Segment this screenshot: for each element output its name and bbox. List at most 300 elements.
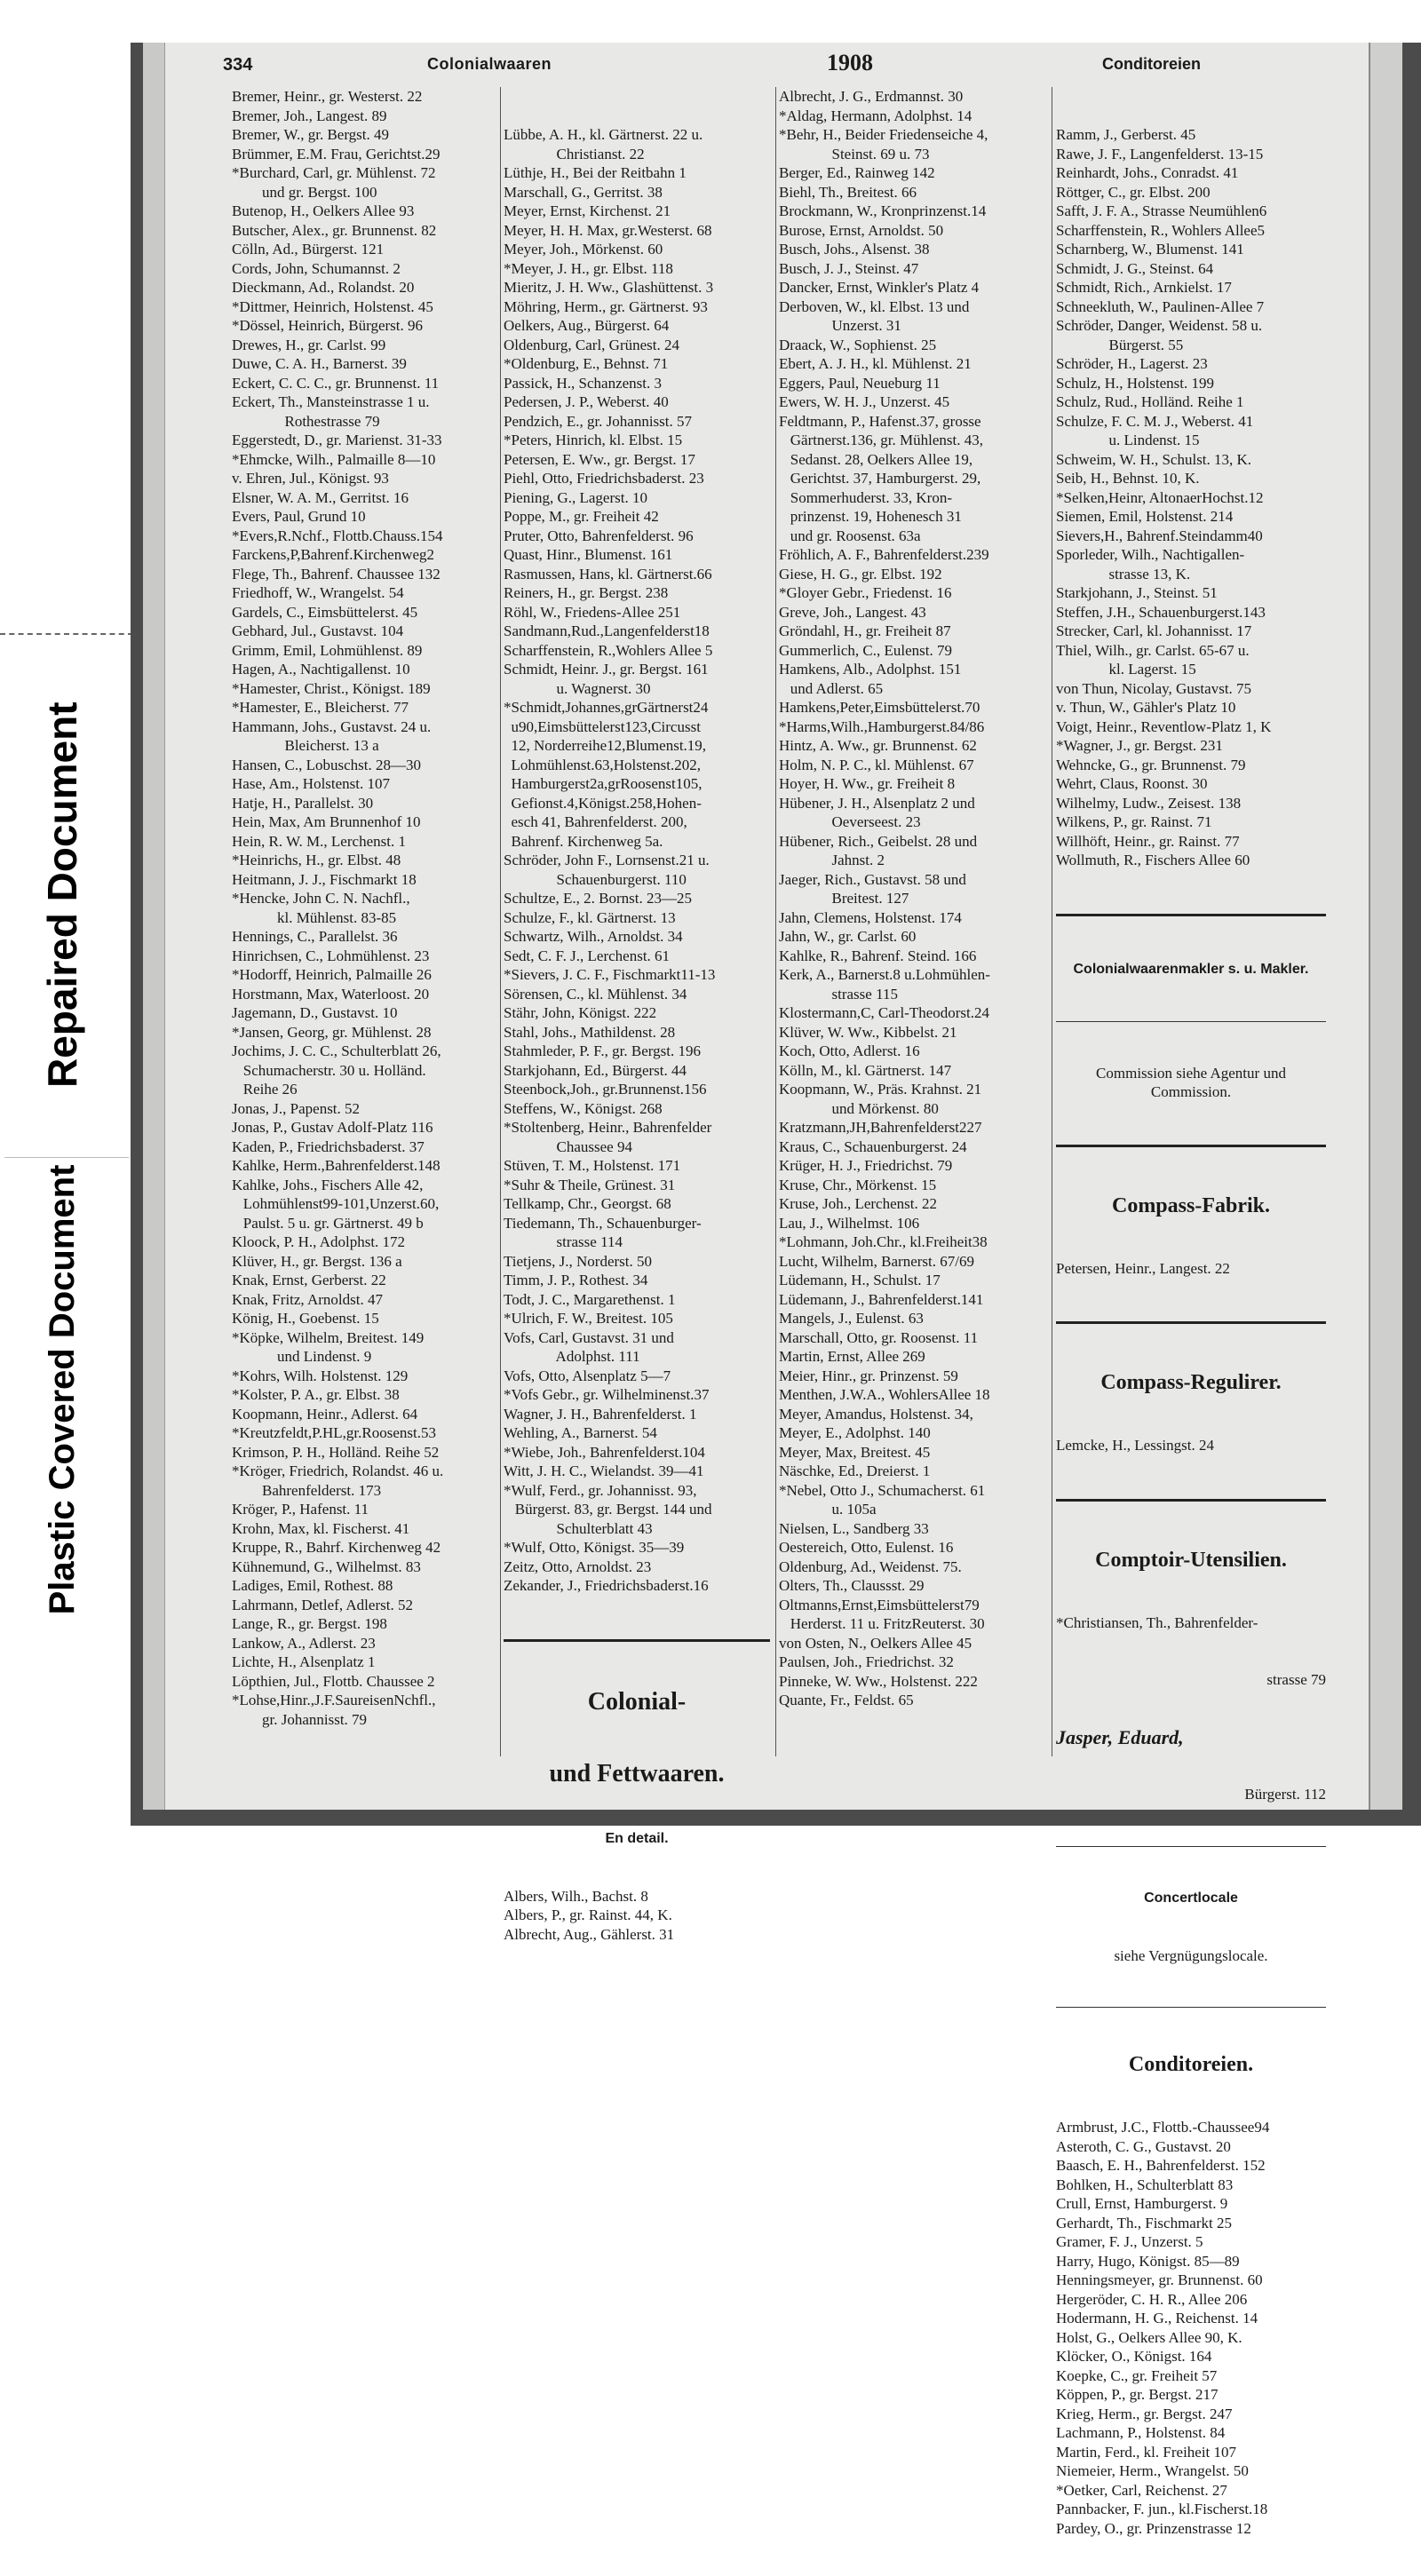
directory-entry: Vofs, Otto, Alsenplatz 5—7 bbox=[504, 1367, 671, 1384]
directory-entry: und Mörkenst. 80 bbox=[779, 1099, 939, 1117]
directory-entry: Hein, R. W. M., Lerchenst. 1 bbox=[232, 832, 406, 850]
section-heading-compass-fabrik: Compass-Fabrik. bbox=[1111, 1193, 1271, 1217]
directory-entry: Adolphst. 111 bbox=[504, 1348, 640, 1365]
directory-entry: Schulz, H., Holstenst. 199 bbox=[1056, 374, 1215, 392]
directory-entry: Jonas, P., Gustav Adolf-Platz 116 bbox=[232, 1119, 433, 1136]
directory-entry: Schauenburgerst. 110 bbox=[504, 870, 687, 888]
directory-entry: Hinrichsen, C., Lohmühlenst. 23 bbox=[232, 947, 430, 964]
section-rule bbox=[1056, 1846, 1326, 1847]
directory-entry: Jahnst. 2 bbox=[779, 852, 885, 868]
directory-entry: Safft, J. F. A., Strasse Neumühlen6 bbox=[1056, 202, 1267, 219]
directory-entry: Herderst. 11 u. FritzReuterst. 30 bbox=[779, 1615, 985, 1632]
directory-entry: Rasmussen, Hans, kl. Gärtnerst.66 bbox=[504, 565, 712, 583]
directory-entry: *Dittmer, Heinrich, Holstenst. 45 bbox=[232, 297, 433, 315]
directory-entry: u. Wagnerst. 30 bbox=[504, 679, 651, 697]
directory-entry: u. 105a bbox=[779, 1501, 877, 1518]
directory-entry: Reinhardt, Johs., Conradst. 41 bbox=[1056, 164, 1239, 181]
directory-entry: Knak, Ernst, Gerberst. 22 bbox=[232, 1272, 386, 1288]
directory-entry: Evers, Paul, Grund 10 bbox=[232, 508, 366, 525]
directory-entry: *Stoltenberg, Heinr., Bahrenfelder bbox=[504, 1119, 712, 1136]
directory-entry: Albers, P., gr. Rainst. 44, K. bbox=[504, 1906, 672, 1923]
directory-entry: Wehncke, G., gr. Brunnenst. 79 bbox=[1056, 756, 1246, 773]
directory-entry: *Dössel, Heinrich, Bürgerst. 96 bbox=[232, 317, 423, 334]
directory-entry: Meyer, Amandus, Holstenst. 34, bbox=[779, 1405, 973, 1423]
directory-entry: Hagen, A., Nachtigallenst. 10 bbox=[232, 661, 410, 678]
directory-entry: Gerichtst. 37, Hamburgerst. 29, bbox=[779, 470, 981, 487]
compass-regulirer-entry: Lemcke, H., Lessingst. 24 bbox=[1056, 1437, 1214, 1454]
directory-entry: Farckens,P,Bahrenf.Kirchenweg2 bbox=[232, 546, 435, 563]
directory-entry: Kerk, A., Barnerst.8 u.Lohmühlen- bbox=[779, 966, 990, 983]
directory-entry: Hein, Max, Am Brunnenhof 10 bbox=[232, 813, 421, 830]
directory-entry: Oltmanns,Ernst,Eimsbüttelerst79 bbox=[779, 1596, 980, 1613]
directory-entry: Jonas, J., Papenst. 52 bbox=[232, 1099, 361, 1117]
directory-entry: Hansen, C., Lobuschst. 28—30 bbox=[232, 756, 421, 773]
directory-entry: Cords, John, Schumannst. 2 bbox=[232, 259, 401, 277]
directory-entry: Schulze, F., kl. Gärtnerst. 13 bbox=[504, 908, 676, 926]
directory-entry: Hatje, H., Parallelst. 30 bbox=[232, 794, 374, 812]
directory-entry: Steffen, J.H., Schauenburgerst.143 bbox=[1056, 603, 1266, 621]
directory-entry: v. Ehren, Jul., Königst. 93 bbox=[232, 470, 389, 487]
directory-entry: Pedersen, J. P., Weberst. 40 bbox=[504, 393, 669, 410]
directory-entry: Martin, Ernst, Allee 269 bbox=[779, 1348, 925, 1365]
directory-entry: Meyer, Max, Breitest. 45 bbox=[779, 1443, 931, 1461]
directory-entry: Sandmann,Rud.,Langenfelderst18 bbox=[504, 622, 710, 639]
directory-entry: Strecker, Carl, kl. Johannisst. 17 bbox=[1056, 622, 1252, 639]
directory-entry: v. Thun, W., Gähler's Platz 10 bbox=[1056, 699, 1236, 716]
directory-entry: Röttger, C., gr. Elbst. 200 bbox=[1056, 183, 1211, 201]
directory-entry: Bürgerst. 55 bbox=[1056, 336, 1184, 353]
directory-entry: Dancker, Ernst, Winkler's Platz 4 bbox=[779, 279, 980, 296]
directory-entry: Tiedemann, Th., Schauenburger- bbox=[504, 1214, 702, 1232]
directory-entry: Busch, J. J., Steinst. 47 bbox=[779, 259, 919, 277]
directory-entry: Friedhoff, W., Wrangelst. 54 bbox=[232, 584, 404, 601]
directory-entry: Koch, Otto, Adlerst. 16 bbox=[779, 1042, 920, 1059]
directory-entry: Ramm, J., Gerberst. 45 bbox=[1056, 126, 1196, 143]
directory-entry: Niemeier, Herm., Wrangelst. 50 bbox=[1056, 2462, 1249, 2479]
directory-entry: Knak, Fritz, Arnoldst. 47 bbox=[232, 1290, 383, 1308]
directory-entry: Oldenburg, Carl, Grünest. 24 bbox=[504, 336, 679, 353]
directory-entry: Gebhard, Jul., Gustavst. 104 bbox=[232, 622, 404, 639]
directory-entry: Quast, Hinr., Blumenst. 161 bbox=[504, 546, 673, 563]
directory-entry: Eggers, Paul, Neueburg 11 bbox=[779, 374, 941, 392]
repaired-document-label: Repaired Document bbox=[39, 701, 85, 1088]
directory-entry: Piehl, Otto, Friedrichsbaderst. 23 bbox=[504, 470, 704, 487]
directory-entry: Krimson, P. H., Holländ. Reihe 52 bbox=[232, 1443, 440, 1461]
section-heading-colonial: Colonial- bbox=[587, 1687, 687, 1716]
directory-entry: Voigt, Heinr., Reventlow-Platz 1, K bbox=[1056, 717, 1272, 735]
directory-entry: Kahlke, Johs., Fischers Alle 42, bbox=[232, 1176, 424, 1193]
directory-entry: Wehling, A., Barnerst. 54 bbox=[504, 1424, 657, 1441]
directory-entry: Christianst. 22 bbox=[504, 145, 645, 162]
directory-entry: von Thun, Nicolay, Gustavst. 75 bbox=[1056, 679, 1252, 697]
directory-entry: Schumacherstr. 30 u. Holländ. bbox=[232, 1061, 426, 1079]
directory-entry: Gröndahl, H., gr. Freiheit 87 bbox=[779, 622, 951, 639]
directory-entry: Kruppe, R., Bahrf. Kirchenweg 42 bbox=[232, 1539, 441, 1556]
directory-entry: Schröder, Danger, Weidenst. 58 u. bbox=[1056, 317, 1263, 334]
directory-entry: Lau, J., Wilhelmst. 106 bbox=[779, 1214, 920, 1232]
directory-entry: Tietjens, J., Norderst. 50 bbox=[504, 1252, 653, 1270]
section-heading-fettwaaren: und Fettwaaren. bbox=[549, 1759, 725, 1787]
directory-entry: Ebert, A. J. H., kl. Mühlenst. 21 bbox=[779, 355, 972, 372]
directory-entry: Eckert, C. C. C., gr. Brunnenst. 11 bbox=[232, 374, 440, 392]
directory-entry: *Wulf, Otto, Königst. 35—39 bbox=[504, 1539, 685, 1556]
directory-entry: Pruter, Otto, Bahrenfelderst. 96 bbox=[504, 527, 694, 544]
directory-entry: Mieritz, J. H. Ww., Glashüttenst. 3 bbox=[504, 279, 714, 296]
directory-entry: Steenbock,Joh., gr.Brunnenst.156 bbox=[504, 1081, 707, 1098]
directory-entry: Krüger, H. J., Friedrichst. 79 bbox=[779, 1157, 953, 1174]
directory-entry: Lucht, Wilhelm, Barnerst. 67/69 bbox=[779, 1252, 974, 1270]
directory-entry: Sommerhuderst. 33, Kron- bbox=[779, 488, 953, 506]
dashed-separator bbox=[0, 633, 133, 635]
directory-entry: Baasch, E. H., Bahrenfelderst. 152 bbox=[1056, 2157, 1266, 2174]
directory-entry: Nielsen, L., Sandberg 33 bbox=[779, 1519, 929, 1537]
directory-entry: Brümmer, E.M. Frau, Gerichtst.29 bbox=[232, 145, 441, 162]
directory-entry: *Lohmann, Joh.Chr., kl.Freiheit38 bbox=[779, 1233, 988, 1250]
directory-entry: Schweim, W. H., Schulst. 13, K. bbox=[1056, 450, 1252, 468]
directory-entry: Schulze, F. C. M. J., Weberst. 41 bbox=[1056, 412, 1254, 430]
directory-entry: Näschke, Ed., Dreierst. 1 bbox=[779, 1462, 931, 1479]
directory-entry: Butscher, Alex., gr. Brunnenst. 82 bbox=[232, 221, 437, 239]
directory-entry: Kratzmann,JH,Bahrenfelderst227 bbox=[779, 1119, 982, 1136]
directory-entry: Vofs, Carl, Gustavst. 31 und bbox=[504, 1328, 674, 1346]
directory-entry: Reihe 26 bbox=[232, 1081, 298, 1098]
directory-entry: Breitest. 127 bbox=[779, 890, 909, 907]
directory-entry: Klüver, W. Ww., Kibbelst. 21 bbox=[779, 1023, 957, 1041]
directory-entry: Heitmann, J. J., Fischmarkt 18 bbox=[232, 870, 417, 888]
directory-entry: Gramer, F. J., Unzerst. 5 bbox=[1056, 2233, 1203, 2250]
directory-entry: Wehrt, Claus, Roonst. 30 bbox=[1056, 775, 1208, 792]
directory-entry: *Evers,R.Nchf., Flottb.Chauss.154 bbox=[232, 527, 443, 544]
directory-entry: Pinneke, W. Ww., Holstenst. 222 bbox=[779, 1672, 978, 1690]
directory-entry: Petersen, E. Ww., gr. Bergst. 17 bbox=[504, 450, 695, 468]
directory-entry: Lachmann, P., Holstenst. 84 bbox=[1056, 2424, 1226, 2441]
directory-entry: Hübener, Rich., Geibelst. 28 und bbox=[779, 832, 978, 850]
directory-column-4 bbox=[1056, 87, 1326, 2576]
page-inner-edge bbox=[1369, 43, 1402, 1810]
directory-entry: Hennings, C., Parallelst. 36 bbox=[232, 928, 398, 945]
directory-entry: Dieckmann, Ad., Rolandst. 20 bbox=[232, 279, 415, 296]
directory-entry: Scharffenstein, R., Wohlers Allee5 bbox=[1056, 221, 1266, 239]
directory-entry: Stüven, T. M., Holstenst. 171 bbox=[504, 1157, 681, 1174]
comptoir-entry-line-2: strasse 79 bbox=[1266, 1671, 1326, 1688]
directory-entry: Wilhelmy, Ludw., Zeisest. 138 bbox=[1056, 794, 1242, 812]
directory-entry: Köppen, P., gr. Bergst. 217 bbox=[1056, 2386, 1219, 2403]
directory-entry: Albrecht, Aug., Gählerst. 31 bbox=[504, 1925, 675, 1943]
directory-entry: *Oldenburg, E., Behnst. 71 bbox=[504, 355, 669, 372]
running-head-left: Colonialwaaren bbox=[427, 55, 552, 73]
directory-entry: Drewes, H., gr. Carlst. 99 bbox=[232, 336, 386, 353]
directory-entry: *Meyer, J. H., gr. Elbst. 118 bbox=[504, 259, 673, 277]
directory-entry: Butenop, H., Oelkers Allee 93 bbox=[232, 202, 415, 219]
directory-entry: Bahrenfelderst. 173 bbox=[232, 1481, 382, 1499]
directory-entry: Starkjohann, J., Steinst. 51 bbox=[1056, 584, 1218, 601]
directory-entry: *Hencke, John C. N. Nachfl., bbox=[232, 890, 410, 907]
directory-entry: Henningsmeyer, gr. Brunnenst. 60 bbox=[1056, 2271, 1263, 2288]
directory-entry: Lichte, H., Alsenplatz 1 bbox=[232, 1653, 376, 1670]
section-rule bbox=[1056, 914, 1326, 916]
directory-entry: Flege, Th., Bahrenf. Chaussee 132 bbox=[232, 565, 441, 583]
directory-entry: *Schmidt,Johannes,grGärtnerst24 bbox=[504, 699, 709, 716]
directory-entry: Hamburgerst2a,grRoosenst105, bbox=[504, 775, 703, 792]
directory-entry: *Heinrichs, H., gr. Elbst. 48 bbox=[232, 852, 401, 868]
page-number: 334 bbox=[223, 55, 253, 75]
directory-entry: Grimm, Emil, Lohmühlenst. 89 bbox=[232, 641, 423, 659]
directory-entry: Rothestrasse 79 bbox=[232, 412, 380, 430]
directory-entry: gr. Johannisst. 79 bbox=[232, 1710, 368, 1728]
column-separator bbox=[500, 87, 501, 1756]
directory-entry: Bahrenf. Kirchenweg 5a. bbox=[504, 832, 663, 850]
directory-entry: Albrecht, J. G., Erdmannst. 30 bbox=[779, 88, 964, 105]
directory-entry: Duwe, C. A. H., Barnerst. 39 bbox=[232, 355, 407, 372]
directory-entry: Paulst. 5 u. gr. Gärtnerst. 49 b bbox=[232, 1214, 424, 1232]
section-rule bbox=[504, 1639, 770, 1642]
scanned-page bbox=[131, 43, 1421, 2537]
directory-entry: Jahn, Clemens, Holstenst. 174 bbox=[779, 908, 962, 926]
directory-entry: 12, Norderreihe12,Blumenst.19, bbox=[504, 737, 707, 754]
directory-entry: Oldenburg, Ad., Weidenst. 75. bbox=[779, 1557, 962, 1575]
directory-entry: *Gloyer Gebr., Friedenst. 16 bbox=[779, 584, 952, 601]
directory-entry: Harry, Hugo, Königst. 85—89 bbox=[1056, 2252, 1240, 2270]
directory-entry: Burose, Ernst, Arnoldst. 50 bbox=[779, 221, 944, 239]
directory-entry: Wilkens, P., gr. Rainst. 71 bbox=[1056, 813, 1212, 830]
directory-entry: Gardels, C., Eimsbüttelerst. 45 bbox=[232, 603, 418, 621]
directory-entry: Pannbacker, F. jun., kl.Fischerst.18 bbox=[1056, 2501, 1268, 2517]
directory-entry: Lahrmann, Detlef, Adlerst. 52 bbox=[232, 1596, 413, 1613]
directory-entry: *Sievers, J. C. F., Fischmarkt11-13 bbox=[504, 966, 716, 983]
directory-entry: Chaussee 94 bbox=[504, 1137, 632, 1155]
section-rule bbox=[1056, 1499, 1326, 1502]
column-2-entries bbox=[504, 125, 770, 1596]
directory-entry: Asteroth, C. G., Gustavst. 20 bbox=[1056, 2137, 1231, 2155]
directory-entry: Krohn, Max, kl. Fischerst. 41 bbox=[232, 1519, 410, 1537]
directory-entry: Sedanst. 28, Oelkers Allee 19, bbox=[779, 450, 973, 468]
directory-entry: Todt, J. C., Margarethenst. 1 bbox=[504, 1290, 676, 1308]
directory-entry: Bremer, Joh., Langest. 89 bbox=[232, 107, 387, 124]
directory-entry: Sievers,H., Bahrenf.Steindamm40 bbox=[1056, 527, 1263, 544]
directory-entry: Sporleder, Wilh., Nachtigallen- bbox=[1056, 546, 1245, 563]
directory-entry: Siemen, Emil, Holstenst. 214 bbox=[1056, 508, 1234, 525]
directory-entry: u90,Eimsbüttelerst123,Circusst bbox=[504, 717, 701, 735]
directory-entry: Jochims, J. C. C., Schulterblatt 26, bbox=[232, 1042, 441, 1059]
directory-entry: Draack, W., Sophienst. 25 bbox=[779, 336, 937, 353]
directory-entry: Reiners, H., gr. Bergst. 238 bbox=[504, 584, 669, 601]
directory-entry: prinzenst. 19, Hohenesch 31 bbox=[779, 508, 962, 525]
directory-entry: *Behr, H., Beider Friedenseiche 4, bbox=[779, 126, 988, 143]
directory-entry: Marschall, Otto, gr. Roosenst. 11 bbox=[779, 1328, 979, 1346]
directory-entry: Lüdemann, H., Schulst. 17 bbox=[779, 1272, 941, 1288]
directory-entry: Schröder, H., Lagerst. 23 bbox=[1056, 355, 1208, 372]
directory-entry: Schmidt, Heinr. J., gr. Bergst. 161 bbox=[504, 661, 709, 678]
directory-entry: Hamkens,Peter,Eimsbüttelerst.70 bbox=[779, 699, 980, 716]
directory-entry: kl. Lagerst. 15 bbox=[1056, 661, 1196, 678]
directory-entry: *Ulrich, F. W., Breitest. 105 bbox=[504, 1310, 673, 1327]
directory-entry: Hodermann, H. G., Reichenst. 14 bbox=[1056, 2310, 1258, 2326]
section-heading-compass-regulirer: Compass-Regulirer. bbox=[1100, 1371, 1282, 1394]
directory-entry: Scharnberg, W., Blumenst. 141 bbox=[1056, 241, 1244, 258]
directory-entry: *Wulf, Ferd., gr. Johannisst. 93, bbox=[504, 1481, 697, 1499]
directory-entry: Giese, H. G., gr. Elbst. 192 bbox=[779, 565, 942, 583]
directory-entry: Bohlken, H., Schulterblatt 83 bbox=[1056, 2176, 1234, 2193]
directory-entry: Jahn, W., gr. Carlst. 60 bbox=[779, 928, 917, 945]
directory-entry: Greve, Joh., Langest. 43 bbox=[779, 603, 926, 621]
directory-entry: Kölln, M., kl. Gärtnerst. 147 bbox=[779, 1061, 952, 1079]
directory-entry: Kröger, P., Hafenst. 11 bbox=[232, 1501, 369, 1518]
directory-entry: Holst, G., Oelkers Allee 90, K. bbox=[1056, 2328, 1242, 2346]
directory-entry: Kraus, C., Schauenburgerst. 24 bbox=[779, 1137, 967, 1155]
directory-entry: Meier, Hinr., gr. Prinzenst. 59 bbox=[779, 1367, 958, 1384]
directory-entry: Piening, G., Lagerst. 10 bbox=[504, 488, 647, 506]
directory-entry: Witt, J. H. C., Wielandst. 39—41 bbox=[504, 1462, 704, 1479]
directory-entry: kl. Mühlenst. 83-85 bbox=[232, 908, 397, 926]
directory-entry: Olters, Th., Claussst. 29 bbox=[779, 1577, 925, 1594]
directory-entry: Thiel, Wilh., gr. Carlst. 65-67 u. bbox=[1056, 641, 1250, 659]
directory-entry: Derboven, W., kl. Elbst. 13 und bbox=[779, 297, 970, 315]
directory-entry: Koopmann, W., Präs. Krahnst. 21 bbox=[779, 1081, 982, 1098]
directory-entry: *Aldag, Hermann, Adolphst. 14 bbox=[779, 107, 972, 124]
directory-entry: Schwartz, Wilh., Arnoldst. 34 bbox=[504, 928, 683, 945]
directory-entry: *Oetker, Carl, Reichenst. 27 bbox=[1056, 2481, 1227, 2499]
directory-entry: Lübbe, A. H., kl. Gärtnerst. 22 u. bbox=[504, 126, 703, 143]
directory-entry: *Kolster, P. A., gr. Elbst. 38 bbox=[232, 1386, 400, 1403]
directory-entry: Rawe, J. F., Langenfelderst. 13-15 bbox=[1056, 145, 1264, 162]
directory-entry: Koopmann, Heinr., Adlerst. 64 bbox=[232, 1405, 418, 1423]
directory-entry: Hübener, J. H., Alsenplatz 2 und bbox=[779, 794, 975, 812]
directory-entry: Lohmühlenst.63,Holstenst.202, bbox=[504, 756, 701, 773]
directory-entry: Ladiges, Emil, Rothest. 88 bbox=[232, 1577, 393, 1594]
directory-entry: König, H., Goebenst. 15 bbox=[232, 1310, 379, 1327]
directory-entry: Krieg, Herm., gr. Bergst. 247 bbox=[1056, 2405, 1233, 2422]
directory-entry: *Burchard, Carl, gr. Mühlenst. 72 bbox=[232, 164, 436, 181]
directory-entry: Busch, Johs., Alsenst. 38 bbox=[779, 241, 930, 258]
directory-entry: esch 41, Bahrenfelderst. 200, bbox=[504, 813, 687, 830]
directory-entry: Horstmann, Max, Waterloost. 20 bbox=[232, 985, 430, 1003]
directory-entry: strasse 115 bbox=[779, 985, 898, 1003]
directory-entry: Hamkens, Alb., Adolphst. 151 bbox=[779, 661, 962, 678]
directory-entry: Stahmleder, P. F., gr. Bergst. 196 bbox=[504, 1042, 701, 1059]
directory-entry: Schulterblatt 43 bbox=[504, 1519, 653, 1537]
directory-entry: Brockmann, W., Kronprinzenst.14 bbox=[779, 202, 987, 219]
jasper-entry-name: Jasper, Eduard, bbox=[1056, 1725, 1184, 1748]
directory-entry: Poppe, M., gr. Freiheit 42 bbox=[504, 508, 659, 525]
directory-entry: *Lohse,Hinr.,J.F.SaureisenNchfl., bbox=[232, 1692, 436, 1708]
running-head bbox=[223, 48, 1360, 78]
directory-entry: Eckert, Th., Mansteinstrasse 1 u. bbox=[232, 393, 430, 410]
directory-entry: Gummerlich, C., Eulenst. 79 bbox=[779, 641, 953, 659]
directory-entry: und Adlerst. 65 bbox=[779, 679, 884, 697]
directory-entry: Marschall, G., Gerritst. 38 bbox=[504, 183, 663, 201]
directory-entry: Quante, Fr., Feldst. 65 bbox=[779, 1692, 914, 1708]
column-separator bbox=[775, 87, 776, 1756]
directory-entry: Koepke, C., gr. Freiheit 57 bbox=[1056, 2366, 1218, 2384]
directory-entry: Bleicherst. 13 a bbox=[232, 737, 379, 754]
section-rule bbox=[1056, 1321, 1326, 1324]
directory-entry: Bremer, Heinr., gr. Westerst. 22 bbox=[232, 88, 423, 105]
section-subheading-en-detail: En detail. bbox=[605, 1830, 669, 1846]
directory-entry: *Köpke, Wilhelm, Breitest. 149 bbox=[232, 1328, 425, 1346]
section-heading-comptoir-utensilien: Comptoir-Utensilien. bbox=[1095, 1548, 1287, 1572]
directory-entry: Klüver, H., gr. Bergst. 136 a bbox=[232, 1252, 402, 1270]
directory-entry: *Kohrs, Wilh. Holstenst. 129 bbox=[232, 1367, 409, 1384]
directory-entry: *Hamester, E., Bleicherst. 77 bbox=[232, 699, 409, 716]
directory-column-2 bbox=[504, 87, 770, 1982]
directory-entry: Bürgerst. 83, gr. Bergst. 144 und bbox=[504, 1501, 712, 1518]
directory-entry: Hintz, A. Ww., gr. Brunnenst. 62 bbox=[779, 737, 977, 754]
section-rule bbox=[1056, 1021, 1326, 1022]
directory-entry: *Vofs Gebr., gr. Wilhelminenst.37 bbox=[504, 1386, 710, 1403]
directory-entry: Fröhlich, A. F., Bahrenfelderst.239 bbox=[779, 546, 989, 563]
directory-entry: *Hodorff, Heinrich, Palmaille 26 bbox=[232, 966, 432, 983]
section-rule bbox=[1056, 2007, 1326, 2008]
section-heading-concertlocale: Concertlocale bbox=[1144, 1890, 1238, 1906]
directory-entry: u. Lindenst. 15 bbox=[1056, 432, 1200, 448]
section-heading-conditoreien: Conditoreien. bbox=[1128, 2053, 1254, 2076]
plastic-cover-edge bbox=[143, 43, 165, 1810]
directory-entry: und gr. Bergst. 100 bbox=[232, 183, 377, 201]
directory-entry: Stahl, Johs., Mathildenst. 28 bbox=[504, 1023, 676, 1041]
directory-entry: Gefionst.4,Königst.258,Hohen- bbox=[504, 794, 702, 812]
directory-entry: Schmidt, J. G., Steinst. 64 bbox=[1056, 259, 1214, 277]
directory-entry: Zeitz, Otto, Arnoldst. 23 bbox=[504, 1557, 652, 1575]
directory-entry: *Peters, Hinrich, kl. Elbst. 15 bbox=[504, 432, 683, 448]
directory-entry: Steffens, W., Königst. 268 bbox=[504, 1099, 663, 1117]
compass-fabrik-entry: Petersen, Heinr., Langest. 22 bbox=[1056, 1259, 1230, 1277]
directory-entry: Timm, J. P., Rothest. 34 bbox=[504, 1272, 648, 1288]
directory-entry: Meyer, H. H. Max, gr.Westerst. 68 bbox=[504, 221, 712, 239]
directory-entry: Passick, H., Schanzenst. 3 bbox=[504, 374, 663, 392]
column-2-tail-entries bbox=[504, 1887, 770, 1945]
directory-entry: Scharffenstein, R.,Wohlers Allee 5 bbox=[504, 641, 713, 659]
directory-entry: Gerhardt, Th., Fischmarkt 25 bbox=[1056, 2214, 1232, 2231]
directory-column-3 bbox=[779, 87, 1045, 1710]
directory-entry: Oeverseest. 23 bbox=[779, 813, 921, 830]
directory-entry: Oestereich, Otto, Eulenst. 16 bbox=[779, 1539, 954, 1556]
directory-entry: *Harms,Wilh.,Hamburgerst.84/86 bbox=[779, 717, 985, 735]
directory-entry: Tellkamp, Chr., Georgst. 68 bbox=[504, 1195, 671, 1212]
directory-entry: Jaeger, Rich., Gustavst. 58 und bbox=[779, 870, 966, 888]
directory-entry: Kahlke, R., Bahrenf. Steind. 166 bbox=[779, 947, 977, 964]
directory-entry: *Wiebe, Joh., Bahrenfelderst.104 bbox=[504, 1443, 705, 1461]
makler-reference: Colonialwaarenmakler s. u. Makler. bbox=[1073, 961, 1309, 977]
directory-entry: Schneekluth, W., Paulinen-Allee 7 bbox=[1056, 297, 1265, 315]
commission-reference: Commission siehe Agentur und Commission. bbox=[1096, 1064, 1286, 1100]
directory-entry: Hoyer, H. Ww., gr. Freiheit 8 bbox=[779, 775, 956, 792]
plastic-covered-document-label: Plastic Covered Document bbox=[43, 1164, 82, 1615]
directory-entry: Hergeröder, C. H. R., Allee 206 bbox=[1056, 2290, 1248, 2308]
directory-entry: und Lindenst. 9 bbox=[232, 1348, 372, 1365]
directory-entry: Lange, R., gr. Bergst. 198 bbox=[232, 1615, 387, 1632]
directory-entry: Meyer, E., Adolphst. 140 bbox=[779, 1424, 931, 1441]
section-rule bbox=[1056, 1145, 1326, 1147]
directory-entry: Kruse, Chr., Mörkenst. 15 bbox=[779, 1176, 937, 1193]
concertlocale-reference: siehe Vergnügungslocale. bbox=[1114, 1946, 1268, 1964]
directory-entry: Lüthje, H., Bei der Reitbahn 1 bbox=[504, 164, 687, 181]
directory-entry: *Kreutzfeldt,P.HL,gr.Roosenst.53 bbox=[232, 1424, 436, 1441]
directory-entry: von Osten, N., Oelkers Allee 45 bbox=[779, 1634, 972, 1652]
directory-entry: Paulsen, Joh., Friedrichst. 32 bbox=[779, 1653, 954, 1670]
directory-entry: Holm, N. P. C., kl. Mühlenst. 67 bbox=[779, 756, 974, 773]
directory-column-1 bbox=[232, 87, 498, 1729]
directory-entry: Willhöft, Heinr., gr. Rainst. 77 bbox=[1056, 832, 1240, 850]
column-4-entries bbox=[1056, 125, 1326, 870]
directory-entry: Kahlke, Herm.,Bahrenfelderst.148 bbox=[232, 1157, 441, 1174]
directory-entry: Elsner, W. A. M., Gerritst. 16 bbox=[232, 488, 409, 506]
directory-entry: strasse 13, K. bbox=[1056, 565, 1191, 583]
directory-entry: Wollmuth, R., Fischers Allee 60 bbox=[1056, 852, 1250, 868]
directory-entry: Schröder, John F., Lornsenst.21 u. bbox=[504, 852, 710, 868]
paper-sheet bbox=[143, 43, 1402, 2537]
directory-entry: Möhring, Herm., gr. Gärtnerst. 93 bbox=[504, 297, 708, 315]
directory-entry: Seib, H., Behnst. 10, K. bbox=[1056, 470, 1200, 487]
